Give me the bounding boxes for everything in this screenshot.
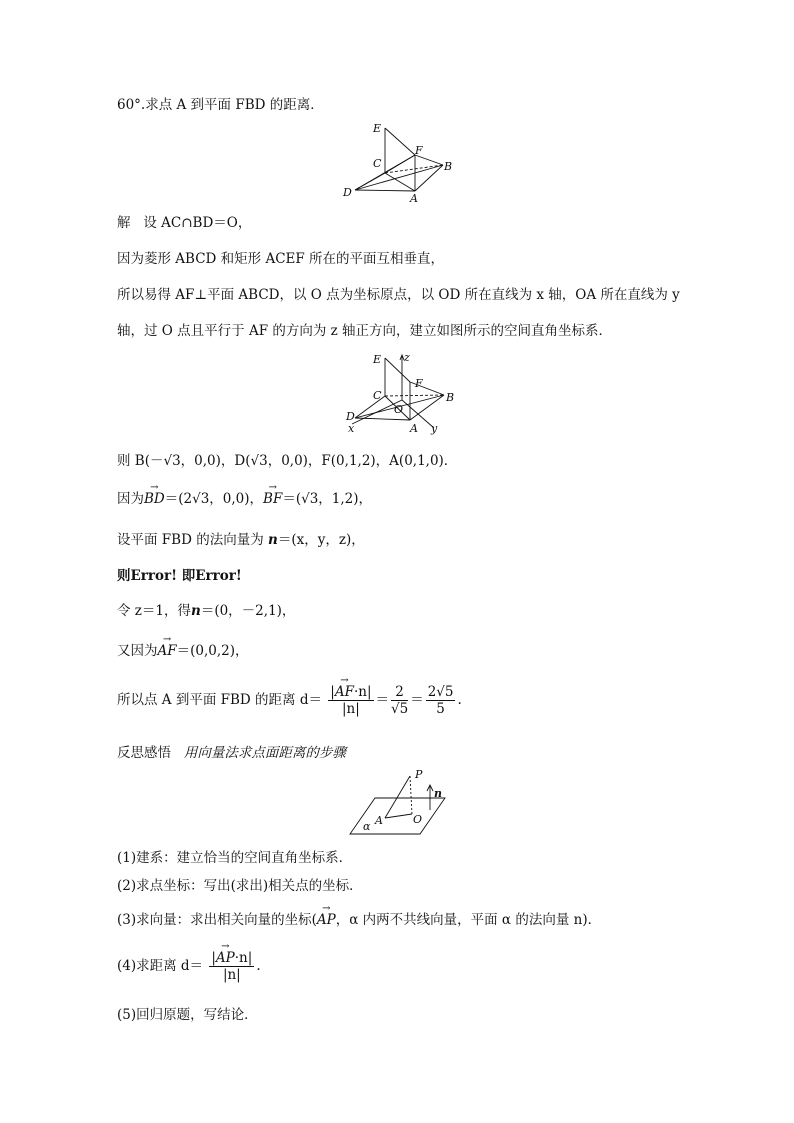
step-5: (5)回归原题，写结论． — [117, 1007, 258, 1023]
solution-set-text: 设 AC∩BD＝O， — [143, 215, 252, 231]
distance-fraction-3 — [426, 684, 456, 717]
let-z-line — [117, 602, 295, 620]
fig1-label-f: F — [415, 144, 423, 157]
distance-num-vector: → AF — [335, 684, 354, 700]
distance-den: |n| — [341, 701, 360, 717]
distance-num-rest: ·n| — [353, 684, 372, 700]
step-3-vector-ap: → AP — [317, 911, 336, 929]
axis-line: 轴，过 O 点且平行于 AF 的方向为 z 轴正方向，建立如图所示的空间直角坐标系． — [117, 323, 613, 339]
distance-f2-num: 2 — [391, 684, 408, 701]
fig1-label-b: B — [444, 160, 453, 173]
step-3-prefix: (3)求向量：求出相关向量的坐标( — [117, 912, 317, 928]
fig2-label-d: D — [346, 410, 355, 423]
af-prefix: 又因为 — [117, 643, 158, 659]
figure-rhombus-rectangle — [335, 118, 465, 204]
fig1-label-a: A — [410, 192, 418, 204]
step-2: (2)求点坐标：写出(求出)相关点的坐标． — [117, 878, 363, 894]
solution-setup — [117, 214, 251, 232]
fig1-label-c: C — [373, 157, 382, 170]
fig2-label-a: A — [410, 422, 418, 435]
fig3-label-n: n — [434, 787, 442, 800]
vector-bf-value: ＝(√3，1,2)， — [282, 491, 373, 507]
distance-f2-den: √5 — [391, 701, 409, 717]
perpendicular-line: 所以易得 AF⊥平面 ABCD，以 O 点为坐标原点，以 OD 所在直线为 x 轴，OA 所在直线为 y — [117, 287, 680, 303]
fig2-label-c: C — [373, 389, 382, 402]
normal-n: n — [268, 532, 278, 548]
let-n: n — [191, 603, 201, 619]
distance-f3-num: 2√5 — [427, 684, 454, 700]
step-4-num-vector: → AP — [216, 950, 235, 966]
vector-bd-value: ＝(2√3，0,0)， — [164, 491, 264, 507]
fig2-label-x: x — [348, 422, 355, 435]
normal-components: ＝(x，y，z)， — [277, 532, 365, 548]
step-4-num-rest: ·n| — [234, 950, 253, 966]
let-prefix: 令 z＝1，得 — [117, 603, 191, 619]
fig3-label-alpha: α — [363, 820, 371, 833]
reflection-label: 反思感悟 — [117, 745, 171, 761]
vector-bf: → BF — [263, 490, 282, 508]
solution-label: 解 — [117, 215, 131, 231]
coordinates-line: 则 B(－√3，0,0)，D(√3，0,0)，F(0,1,2)，A(0,1,0)． — [117, 453, 458, 469]
error-line: 则Error! 即Error! — [117, 568, 242, 584]
step-3-rest: ，α 内两不共线向量，平面 α 的法向量 n)． — [335, 912, 602, 928]
fig2-label-z: z — [404, 351, 410, 364]
vector-af: → AF — [158, 642, 177, 660]
figure-coordinate-system — [340, 350, 460, 436]
fig2-label-f: F — [415, 377, 423, 390]
distance-prefix: 所以点 A 到平面 FBD 的距离 d＝ — [117, 692, 322, 708]
distance-fraction-1: $\frac{|\to AF\cdot n|}{|n|}$ — [328, 684, 373, 717]
step-3 — [117, 911, 601, 929]
vector-bd: → BD — [144, 490, 165, 508]
fig2-label-e: E — [373, 353, 382, 366]
step-4-prefix: (4)求距离 d＝ — [117, 958, 204, 974]
fig1-label-e: E — [373, 122, 382, 135]
step-4-den: |n| — [222, 967, 241, 983]
fig3-label-p: P — [415, 768, 423, 781]
fig3-label-o: O — [413, 813, 423, 826]
let-value: ＝(0，－2,1)， — [200, 603, 296, 619]
reason-line: 因为菱形 ABCD 和矩形 ACEF 所在的平面互相垂直， — [117, 251, 445, 267]
intro-line: 60°.求点 A 到平面 FBD 的距离． — [117, 97, 324, 113]
fig2-label-b: B — [446, 391, 455, 404]
reflection-title: 用向量法求点面距离的步骤 — [183, 745, 346, 761]
step-4-fraction: $\frac{|\to AP\cdot n|}{|n|}$ — [209, 950, 254, 983]
vectors-prefix: 因为 — [117, 491, 144, 507]
reflection-heading — [117, 744, 346, 762]
distance-f3-den: 5 — [436, 701, 445, 717]
distance-fraction-2 — [391, 684, 408, 717]
normal-vector-line — [117, 531, 365, 549]
figure-point-plane-distance — [345, 768, 450, 838]
fig3-label-a: A — [375, 814, 383, 827]
step-1: (1)建系：建立恰当的空间直角坐标系． — [117, 850, 353, 866]
fig2-label-o: O — [394, 403, 404, 416]
af-vector-line — [117, 642, 249, 660]
step-4: (4)求距离 d＝ $\frac{|\to AP\cdot n|}{|n|}$ . — [117, 950, 261, 983]
vectors-line — [117, 490, 372, 508]
normal-prefix: 设平面 FBD 的法向量为 — [117, 532, 264, 548]
fig1-label-d: D — [343, 186, 352, 199]
af-value: ＝(0,0,2)， — [176, 643, 249, 659]
fig2-label-y: y — [431, 422, 438, 435]
distance-line: 所以点 A 到平面 FBD 的距离 d＝ $\frac{|\to AF\cdot n|}{|n|}$ ＝ $\frac{2}{√5}$ ＝ $\frac{2√5}{5}$ . — [117, 684, 462, 717]
